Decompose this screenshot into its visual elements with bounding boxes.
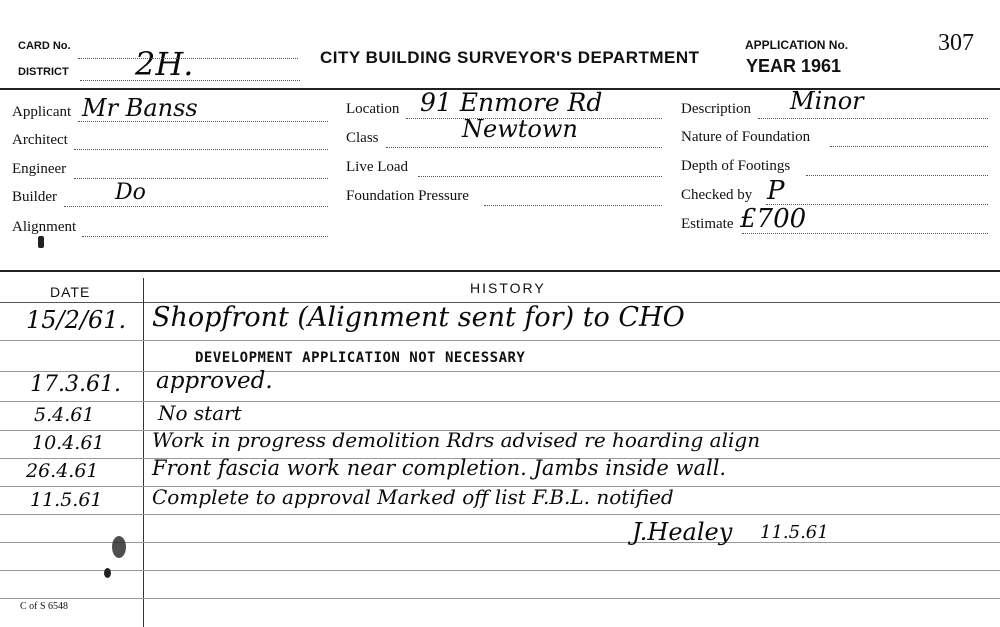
entry-text: Front fascia work near completion. Jambs inside wall.	[152, 456, 727, 480]
district-line	[80, 80, 300, 81]
date-column-divider	[143, 278, 144, 627]
foundation-pressure-label: Foundation Pressure	[346, 188, 469, 204]
class-value: Newtown	[462, 115, 578, 143]
form-code: C of S 6548	[20, 601, 69, 612]
engineer-line	[74, 178, 328, 179]
description-label: Description	[681, 101, 751, 117]
engineer-label: Engineer	[12, 161, 67, 177]
applicant-line	[78, 121, 328, 122]
description-line	[758, 118, 988, 119]
entry-date: 5.4.61	[34, 404, 95, 426]
estimate-label: Estimate	[681, 216, 734, 232]
entry-date: 15/2/61.	[26, 306, 127, 334]
checked-by-label: Checked by	[681, 187, 753, 203]
foundation-pressure-line	[484, 205, 662, 206]
entry-text: Complete to approval Marked off list F.B.L. notified	[152, 485, 674, 509]
history-line	[0, 570, 1000, 571]
history-line	[0, 514, 1000, 515]
district-value: 2H.	[135, 45, 194, 83]
history-header: HISTORY	[470, 280, 546, 296]
builder-line	[64, 206, 328, 207]
ink-smudge-icon	[112, 536, 126, 558]
history-line	[0, 542, 1000, 543]
alignment-label: Alignment	[12, 219, 77, 235]
nature-line	[830, 146, 988, 147]
live-load-label: Live Load	[346, 159, 409, 175]
entry-text: No start	[158, 401, 242, 425]
application-number: 307	[938, 30, 974, 56]
history-line	[0, 371, 1000, 372]
card-no-label: CARD No.	[18, 40, 71, 52]
history-top-rule	[0, 270, 1000, 272]
builder-value: Do	[115, 180, 146, 205]
class-label: Class	[346, 130, 379, 146]
nature-of-foundation-label: Nature of Foundation	[681, 129, 811, 145]
architect-label: Architect	[12, 132, 68, 148]
estimate-line	[742, 233, 988, 234]
entry-date: 11.5.61	[30, 489, 103, 511]
applicant-label: Applicant	[12, 104, 72, 120]
depth-line	[806, 175, 988, 176]
architect-line	[74, 149, 328, 150]
entry-text: Work in progress demolition Rdrs advised re hoarding align	[152, 428, 761, 452]
estimate-value: £700	[740, 204, 807, 234]
history-line	[0, 401, 1000, 402]
department-title: CITY BUILDING SURVEYOR'S DEPARTMENT	[320, 48, 700, 67]
entry-text: approved.	[156, 368, 273, 394]
depth-of-footings-label: Depth of Footings	[681, 158, 791, 174]
signature: J.Healey	[632, 518, 733, 546]
card-no-line	[78, 58, 298, 59]
development-stamp: DEVELOPMENT APPLICATION NOT NECESSARY	[195, 350, 526, 366]
description-value: Minor	[790, 87, 864, 115]
builder-label: Builder	[12, 189, 57, 205]
entry-date: 10.4.61	[32, 432, 105, 454]
entry-date: 26.4.61	[26, 460, 99, 482]
applicant-value: Mr Banss	[82, 94, 198, 122]
history-line	[0, 340, 1000, 341]
entry-text: Shopfront (Alignment sent for) to CHO	[152, 302, 685, 333]
entry-date: 17.3.61.	[30, 372, 121, 397]
ink-dot-icon	[104, 568, 111, 578]
year-label: YEAR 1961	[746, 56, 842, 76]
live-load-line	[418, 176, 662, 177]
location-label: Location	[346, 101, 400, 117]
location-value: 91 Enmore Rd	[420, 88, 603, 117]
district-label: DISTRICT	[18, 66, 69, 78]
date-header: DATE	[50, 284, 91, 300]
checked-by-value: P	[767, 176, 785, 206]
signature-date: 11.5.61	[760, 522, 829, 543]
alignment-line	[82, 236, 328, 237]
ink-mark-icon	[38, 236, 44, 248]
history-line	[0, 598, 1000, 599]
application-label: APPLICATION No.	[745, 38, 849, 52]
class-line	[386, 147, 662, 148]
